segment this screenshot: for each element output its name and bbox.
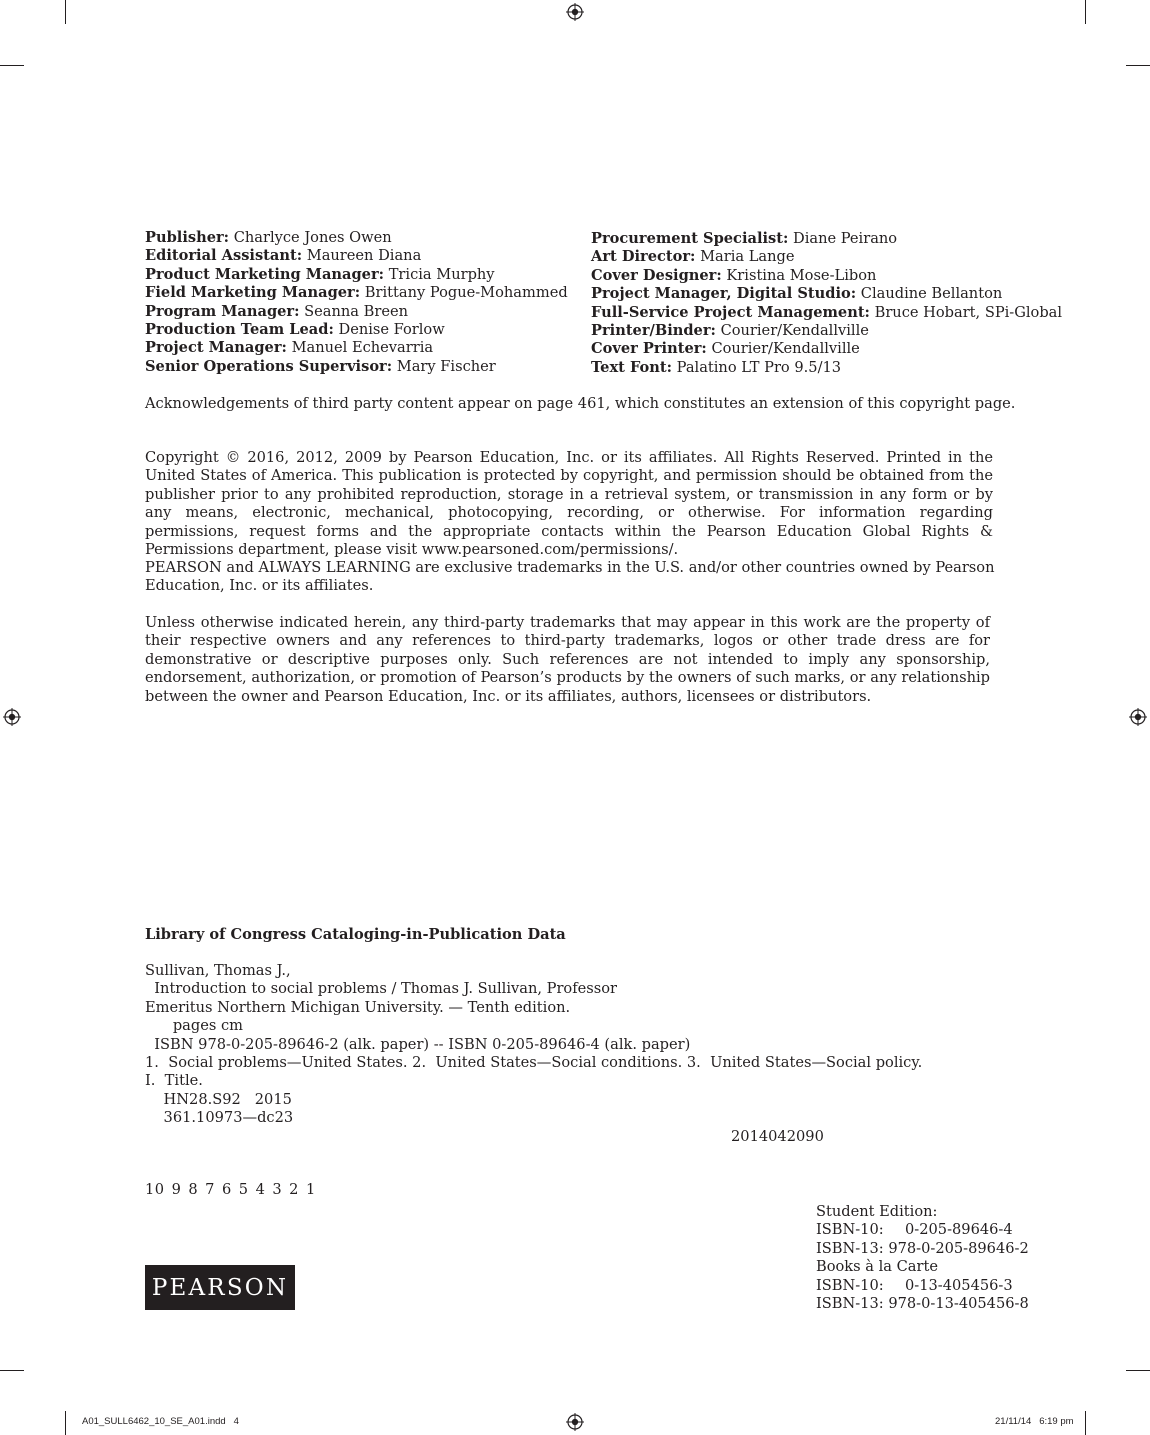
cip-line: Emeritus Northern Michigan University. — Tenth edition. <box>145 998 571 1016</box>
credit-row: Full-Service Project Management: Bruce Hobart, SPi-Global <box>591 303 1063 321</box>
credit-row: Cover Printer: Courier/Kendallville <box>591 340 860 358</box>
registration-mark-icon <box>566 1413 584 1431</box>
pearson-logo: PEARSON <box>145 1265 295 1310</box>
credit-row: Printer/Binder: Courier/Kendallville <box>591 322 869 340</box>
crop-mark <box>1085 1411 1086 1435</box>
credits-right <box>591 230 1062 377</box>
credit-row: Field Marketing Manager: Brittany Pogue-Mohammed <box>145 284 568 302</box>
credit-row: Senior Operations Supervisor: Mary Fischer <box>145 357 496 375</box>
copyright-notice: Copyright © 2016, 2012, 2009 by Pearson Education, Inc. or its affiliates. All Rights Reserved. Printed in the United States of America. This publication is protected by copyright, and permission should be obtained from the publisher prior to any prohibited reproduction, storage in a retrieval system, or transmission in any form or by any means, electronic, mechanical, photocopying, recording, or otherwise. For information regarding permissions, request forms and the appropriate contacts within the Pearson Education Global Rights & Permissions department, please visit www.pearsoned.com/permissions/. <box>145 449 993 559</box>
print-line: 10 9 8 7 6 5 4 3 2 1 <box>145 1181 316 1198</box>
cip-line: Sullivan, Thomas J., <box>145 962 291 979</box>
slug-file-info: A01_SULL6462_10_SE_A01.indd 4 <box>82 1416 239 1427</box>
lccn-number: 2014042090 <box>731 1128 824 1145</box>
cip-line: ISBN 978-0-205-89646-2 (alk. paper) -- ISBN 0-205-89646-4 (alk. paper) <box>145 1035 691 1053</box>
crop-mark <box>65 1411 66 1435</box>
credits-left <box>145 229 568 376</box>
crop-mark <box>65 0 66 24</box>
crop-mark <box>1126 1370 1150 1371</box>
cip-line: 1. Social problems—United States. 2. United States—Social conditions. 3. United States—Social policy. <box>145 1054 923 1072</box>
acknowledgements: Acknowledgements of third party content appear on page 461, which constitutes an extension of this copyright page. <box>145 395 1016 412</box>
cip-line: 361.10973—dc23 <box>145 1109 294 1127</box>
crop-mark <box>0 1370 24 1371</box>
registration-mark-icon <box>566 3 584 21</box>
cip-block <box>145 962 922 1128</box>
slug-date: 21/11/14 6:19 pm <box>995 1416 1074 1427</box>
credit-row: Project Manager: Manuel Echevarria <box>145 339 434 357</box>
third-party-notice: Unless otherwise indicated herein, any third-party trademarks that may appear in this work are the property of their respective owners and any references to third-party trademarks, logos or other trade dress are for demonstrative or descriptive purposes only. Such references are not intended to imply any sponsorship, endorsement, authorization, or promotion of Pearson’s products by the owners of such marks, or any relationship between the owner and Pearson Education, Inc. or its affiliates, authors, licensees or distributors. <box>145 614 990 705</box>
crop-mark <box>0 65 24 66</box>
cip-line: pages cm <box>145 1017 243 1035</box>
credit-row: Text Font: Palatino LT Pro 9.5/13 <box>591 358 842 376</box>
credit-row: Art Director: Maria Lange <box>591 248 795 266</box>
isbn-block: Student Edition: ISBN-10: 0-205-89646-4 ISBN-13: 978-0-205-89646-2 Books à la Carte ISBN-10: 0-13-405456-3 ISBN-13: 978-0-13-405456-8 <box>816 1203 1029 1313</box>
credit-row: Procurement Specialist: Diane Peirano <box>591 230 898 247</box>
crop-mark <box>1085 0 1086 24</box>
credit-row: Production Team Lead: Denise Forlow <box>145 321 445 339</box>
crop-mark <box>1126 65 1150 66</box>
credit-row: Editorial Assistant: Maureen Diana <box>145 247 422 265</box>
credit-row: Cover Designer: Kristina Mose-Libon <box>591 266 877 284</box>
registration-mark-icon <box>3 708 21 726</box>
credit-row: Program Manager: Seanna Breen <box>145 302 409 320</box>
cip-heading: Library of Congress Cataloging-in-Publication Data <box>145 926 566 943</box>
cip-line: Introduction to social problems / Thomas J. Sullivan, Professor <box>145 980 617 998</box>
credit-row: Publisher: Charlyce Jones Owen <box>145 229 392 246</box>
credit-row: Project Manager, Digital Studio: Claudine Bellanton <box>591 285 1003 303</box>
registration-mark-icon <box>1129 708 1147 726</box>
cip-line: I. Title. <box>145 1072 203 1090</box>
cip-line: HN28.S92 2015 <box>145 1090 292 1108</box>
trademark-notice: PEARSON and ALWAYS LEARNING are exclusive trademarks in the U.S. and/or other countries owned by Pearson Education, Inc. or its affiliates. <box>145 559 995 595</box>
credit-row: Product Marketing Manager: Tricia Murphy <box>145 265 495 283</box>
